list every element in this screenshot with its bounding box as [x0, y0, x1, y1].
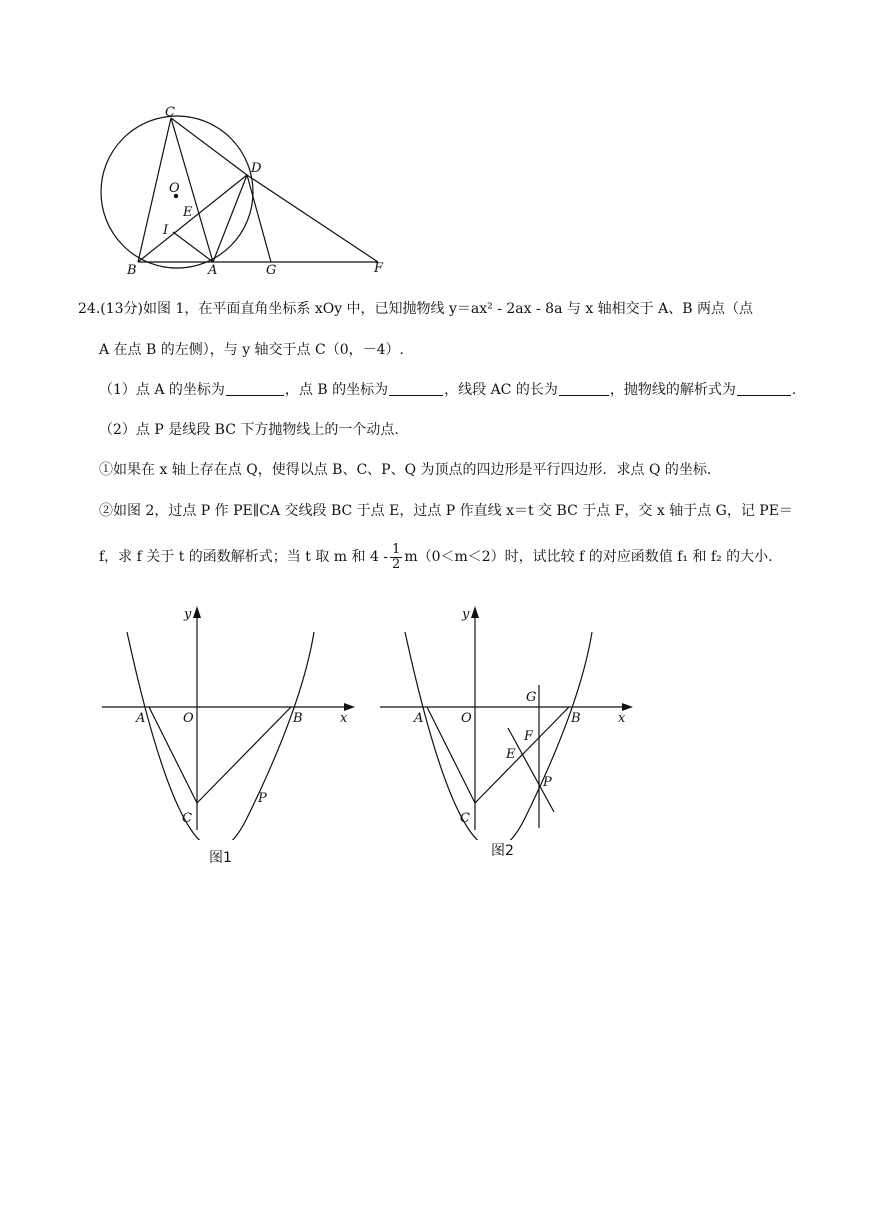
problem-stem-1: 如图 1，在平面直角坐标系 xOy 中，已知抛物线 y＝ax² - 2ax - 8a 与 x 轴相交于 A、B 两点（点 [143, 301, 753, 317]
figure-2-caption: 图2 [491, 843, 514, 859]
fraction-numerator: 1 [392, 541, 401, 557]
answer-blank-d[interactable] [737, 381, 791, 396]
q2-1-text: ①如果在 x 轴上存在点 Q，使得以点 B、C、P、Q 为顶点的四边形是平行四边形．求点 Q 的坐标. [99, 462, 712, 478]
fig1-label-a: A [136, 711, 146, 726]
fraction-denominator: 2 [392, 556, 401, 572]
label-b: B [127, 263, 137, 278]
label-e: E [183, 205, 193, 220]
label-d: D [251, 161, 262, 176]
q2-2-text-1: ②如图 2，过点 P 作 PE∥CA 交线段 BC 于点 E，过点 P 作直线 x＝t 交 BC 于点 F，交 x 轴于点 G，记 PE＝ [99, 503, 793, 519]
fig1-label-o: O [183, 711, 194, 726]
q2-2-text-2a: f，求 f 关于 t 的函数解析式；当 t 取 m 和 4 - [99, 549, 389, 565]
problem-score: (13分) [100, 301, 144, 317]
fig2-label-p: P [543, 775, 552, 790]
label-i: I [163, 223, 169, 238]
fig1-label-b: B [293, 711, 303, 726]
question-2-1 [99, 460, 711, 480]
q1-part-a: （1）点 A 的坐标为 [99, 382, 225, 398]
fig2-label-b: B [571, 711, 581, 726]
label-f: F [374, 261, 384, 276]
problem-number: 24. [78, 301, 101, 317]
fig2-label-y: y [462, 607, 470, 622]
fig1-label-c: C [182, 811, 192, 826]
q1-part-c: ，线段 AC 的长为 [444, 382, 558, 398]
figure-1 [100, 600, 360, 840]
question-2-2-line-1 [99, 501, 793, 521]
fig2-label-f: F [524, 729, 534, 744]
answer-blank-b[interactable] [389, 381, 443, 396]
fig1-label-x: x [340, 711, 348, 726]
fig1-label-p: P [258, 791, 267, 806]
fig2-label-c: C [460, 811, 470, 826]
label-o: O [169, 181, 180, 196]
q1-part-d: ，抛物线的解析式为 [609, 382, 736, 398]
fig2-label-a: A [414, 711, 424, 726]
question-2 [99, 420, 399, 440]
label-g: G [266, 263, 277, 278]
fig2-label-x: x [618, 711, 626, 726]
figure-2 [378, 600, 638, 840]
fig2-label-g: G [526, 690, 537, 705]
fig2-label-e: E [506, 747, 516, 762]
label-a: A [208, 263, 218, 278]
circle-figure [95, 100, 395, 280]
problem-stem-2: A 在点 B 的左侧），与 y 轴交于点 C（0，－4）. [99, 342, 404, 358]
fraction-one-half [390, 543, 402, 572]
question-2-2-line-2 [99, 540, 773, 574]
label-c: C [165, 105, 175, 120]
fig1-label-y: y [184, 607, 192, 622]
fig2-label-o: O [461, 711, 472, 726]
problem-line-2 [99, 340, 404, 360]
q1-part-b: ，点 B 的坐标为 [284, 382, 389, 398]
figure-1-caption: 图1 [209, 850, 232, 866]
answer-blank-a[interactable] [226, 381, 284, 396]
problem-line-1 [78, 299, 753, 319]
question-1 [99, 380, 796, 400]
q1-end: . [791, 382, 797, 398]
answer-blank-c[interactable] [559, 381, 609, 396]
q2-text: （2）点 P 是线段 BC 下方抛物线上的一个动点. [99, 422, 399, 438]
q2-2-text-2b: m（0＜m＜2）时，试比较 f 的对应函数值 f₁ 和 f₂ 的大小. [404, 549, 773, 565]
